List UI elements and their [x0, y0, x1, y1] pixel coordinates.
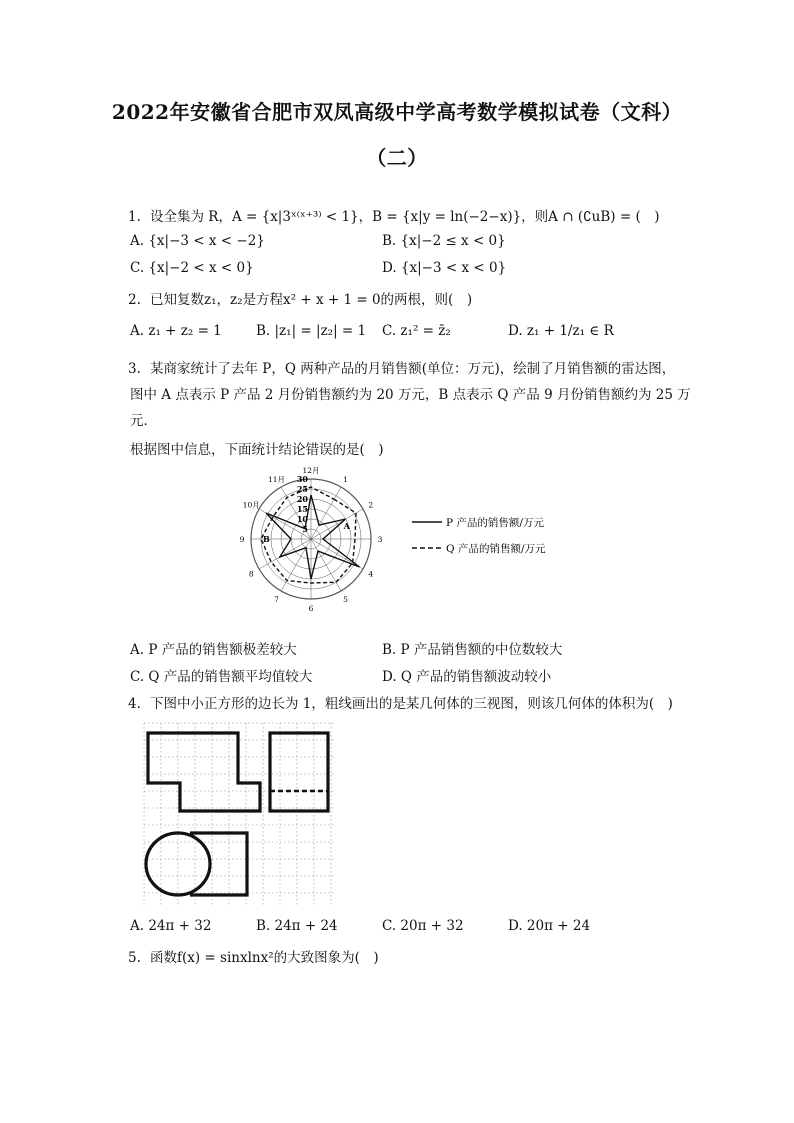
month-label: 7: [274, 594, 279, 604]
question-number: 5.: [128, 950, 141, 966]
q2-option-d: D. z₁ + 1/z₁ ∈ R: [508, 323, 614, 339]
question-stem: 函数f(x) = sinxlnx²的大致图象为( ): [150, 950, 379, 966]
tick-label: 5: [302, 524, 308, 534]
month-label: 8: [248, 569, 254, 579]
legend-p-label: P 产品的销售额/万元: [446, 517, 544, 529]
month-label: 2: [368, 500, 374, 510]
question-number: 1.: [128, 209, 141, 225]
month-label: 10月: [242, 500, 260, 510]
q3-stem-line-2: 图中 A 点表示 P 产品 2 月份销售额约为 20 万元，B 点表示 Q 产品 9 月份销售额约为 25 万: [130, 387, 691, 403]
q2-option-b: B. |z₁| = |z₂| = 1: [256, 323, 367, 339]
q3-option-b: B. P 产品销售额的中位数较大: [382, 642, 563, 658]
q4-option-d: D. 20π + 24: [508, 918, 591, 934]
question-4: [128, 692, 673, 712]
q4-option-b: B. 24π + 24: [256, 918, 338, 934]
radar-series: [261, 487, 360, 583]
question-5: [128, 946, 379, 966]
exam-subtitle: （二）: [366, 146, 428, 170]
q3-stem-line-3: 元．: [130, 413, 157, 429]
tick-label: 20: [296, 494, 308, 504]
q4-option-c: C. 20π + 32: [382, 918, 464, 934]
tick-label: 10: [296, 514, 308, 524]
dotted-grid: [144, 723, 336, 905]
month-label: 11月: [267, 475, 286, 485]
point-b-label: B: [263, 534, 270, 544]
q3-option-d: D. Q 产品的销售额波动较小: [382, 669, 552, 685]
exam-title: 2022年安徽省合肥市双凤高级中学高考数学模拟试卷（文科）: [111, 100, 683, 124]
q3-option-a: A. P 产品的销售额极差较大: [130, 642, 297, 658]
question-3: [128, 357, 675, 377]
tick-label: 25: [296, 484, 308, 494]
side-view-outline: [270, 733, 328, 811]
three-view-drawing: [140, 719, 340, 909]
front-view-outline: [148, 733, 260, 811]
q1-option-d: D. {x|−3 < x < 0}: [382, 260, 507, 276]
month-label: 5: [343, 594, 348, 604]
question-number: 4.: [128, 696, 141, 712]
tick-label: 15: [296, 504, 308, 514]
tick-label: 30: [296, 474, 308, 484]
question-number: 3.: [128, 361, 141, 377]
question-stem: 某商家统计了去年 P，Q 两种产品的月销售额(单位：万元)，绘制了月销售额的雷达图，: [150, 361, 676, 377]
q1-option-c: C. {x|−2 < x < 0}: [130, 260, 254, 276]
q1-option-b: B. {x|−2 ≤ x < 0}: [382, 233, 506, 249]
question-1: [128, 205, 659, 225]
q3-stem-line-4: 根据图中信息，下面统计结论错误的是( ): [130, 442, 384, 458]
month-label: 4: [368, 569, 374, 579]
question-stem: 已知复数z₁，z₂是方程x² + x + 1 = 0的两根，则( ): [150, 292, 473, 308]
q3-option-c: C. Q 产品的销售额平均值较大: [130, 669, 313, 685]
q2-option-a: A. z₁ + z₂ = 1: [130, 323, 222, 339]
radar-legend: [412, 510, 582, 560]
question-stem: 下图中小正方形的边长为 1，粗线画出的是某几何体的三视图，则该几何体的体积为( ): [150, 696, 673, 712]
q1-option-a: A. {x|−3 < x < −2}: [130, 233, 265, 249]
month-label: 3: [377, 535, 383, 544]
radar-chart: [236, 464, 386, 614]
question-number: 2.: [128, 292, 141, 308]
month-label: 6: [308, 604, 314, 613]
question-stem: 设全集为 R，A = {x|3ˣ⁽ˣ⁺³⁾ < 1}，B = {x|y = ln(−2−x)}，则A ∩ (∁uB) = ( ): [150, 209, 660, 225]
month-label: 9: [239, 535, 245, 544]
question-2: [128, 288, 472, 308]
month-label: 12月: [302, 466, 320, 475]
q4-option-a: A. 24π + 32: [130, 918, 212, 934]
point-a-label: A: [343, 521, 350, 531]
legend-q-label: Q 产品的销售额/万元: [446, 543, 546, 555]
q2-option-c: C. z₁² = z̄₂: [382, 323, 451, 339]
month-label: 1: [343, 475, 348, 485]
